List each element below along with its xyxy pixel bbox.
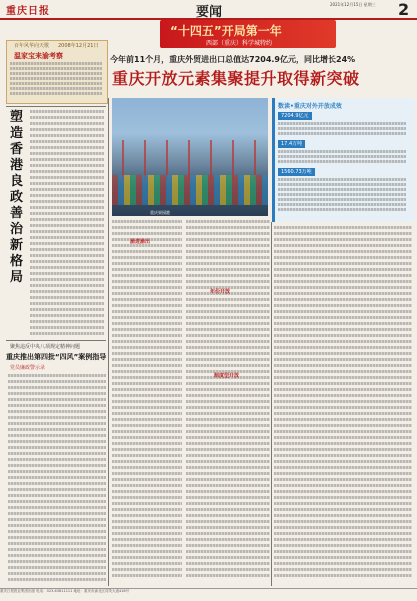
commentary-body [30,110,104,336]
column-rule [108,98,109,586]
stats-title: 数读•重庆对外开放成效 [278,103,342,110]
bottom-left-rule [6,340,106,341]
photo-containers [112,175,268,205]
stats-text-3 [278,178,406,218]
banner-subtitle: 西部（重庆）科学城特约 [206,40,273,47]
history-tag: 百年风华向天歌 [14,43,50,49]
bottom-left-body [8,374,106,584]
history-date: 2008年12月21日 [58,43,99,49]
photo-cranes [112,140,268,180]
column-rule [271,222,272,586]
subhead-3: 制度型开放 [214,373,240,379]
stat-badge: 1560.73万吨 [278,168,315,176]
lead-headline: 重庆开放元素集聚提升取得新突破 [112,69,360,88]
subhead-1: 渝进渝出 [130,239,151,245]
bottom-left-kicker: 聚焦违反中央八项规定精神问题 [10,344,81,350]
history-title: 温家宝来渝考察 [14,52,63,60]
stats-text-2 [278,150,406,170]
section-title: 要闻 [196,5,223,20]
lead-body-col-2 [186,220,270,585]
subhead-2: 年份开放 [210,289,231,295]
history-body [10,62,102,98]
banner-title: “十四五”开局第一年 [170,24,282,38]
page-footer: 重庆日报报业集团出版 电话：023-63811111 地址：重庆市渝北区同茂大道416号 [0,588,417,601]
commentary-rule [6,106,106,107]
lead-body-col-3 [274,226,412,585]
commentary-title: 塑造香港良政善治新格局 [10,110,24,285]
newspaper-logo: 重庆日报 [6,6,50,17]
stat-badge: 7204.9亿元 [278,112,312,120]
page-number: 2 [398,0,410,19]
photo-caption: 重庆果园港 [150,210,170,215]
stat-badge: 17.4万吨 [278,140,305,148]
bottom-left-title: 重庆推出第四批“四风”案例指导 [6,353,107,361]
stats-text-1 [278,122,406,142]
bottom-left-tag: 党员廉政警示录 [10,365,46,371]
lead-body-col-1 [112,220,182,585]
issue-info: 2021年12月15日 星期三 [330,2,376,7]
lead-kicker: 今年前11个月，重庆外贸进出口总值达7204.9亿元，同比增长24% [110,55,356,64]
